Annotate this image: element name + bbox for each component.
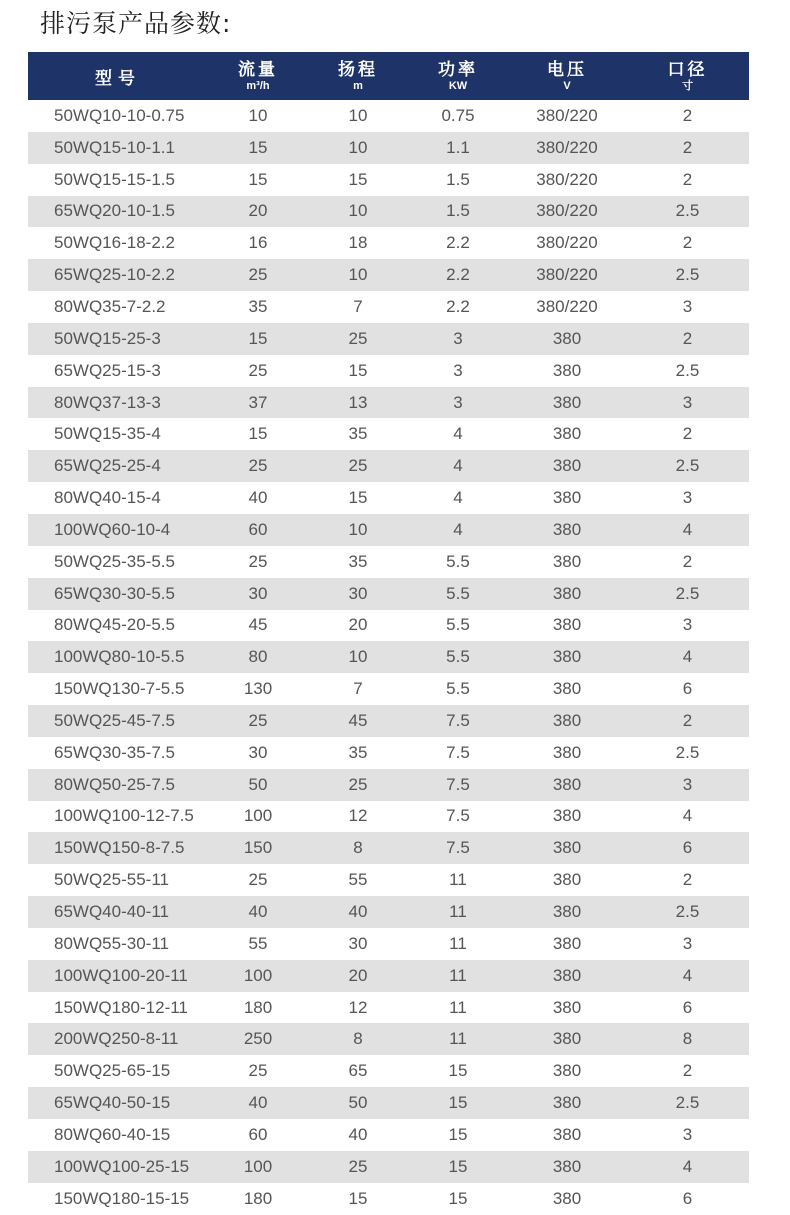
flow-cell: 25 (248, 870, 268, 890)
table-row (28, 832, 749, 864)
voltage-cell: 380 (552, 774, 582, 794)
flow-cell: 150 (243, 838, 273, 858)
head-cell: 8 (353, 1029, 363, 1049)
power-cell: 7.5 (446, 806, 470, 826)
caliber-cell: 2.5 (675, 360, 700, 380)
flow-cell: 130 (243, 679, 273, 699)
caliber-cell: 2.5 (675, 265, 700, 285)
flow-cell: 25 (248, 1061, 268, 1081)
flow-cell: 180 (243, 1188, 273, 1208)
power-cell: 11 (449, 902, 467, 922)
flow-cell: 16 (248, 233, 268, 253)
table-row (28, 482, 749, 514)
caliber-cell: 4 (682, 806, 693, 826)
flow-cell: 25 (248, 551, 268, 571)
voltage-cell: 380 (552, 1061, 582, 1081)
power-cell: 15 (448, 1188, 468, 1208)
table-header (28, 52, 749, 100)
model-cell: 80WQ45-20-5.5 (54, 615, 175, 635)
flow-cell: 60 (248, 1124, 268, 1144)
model-cell: 150WQ180-15-15 (54, 1188, 190, 1208)
caliber-cell: 6 (682, 838, 693, 858)
caliber-cell: 2 (682, 137, 693, 157)
table-row (28, 450, 749, 482)
caliber-cell: 3 (682, 296, 693, 316)
caliber-cell: 4 (682, 1156, 693, 1176)
power-cell: 1.5 (446, 201, 470, 221)
table-row (28, 801, 749, 833)
power-cell: 15 (448, 1061, 468, 1081)
header-flow-label: 流量 (238, 59, 278, 80)
voltage-cell: 380 (552, 710, 582, 730)
power-cell: 11 (449, 870, 467, 890)
head-cell: 7 (353, 296, 363, 316)
model-cell: 150WQ130-7-5.5 (54, 679, 185, 699)
header-head (308, 52, 408, 100)
model-cell: 80WQ37-13-3 (54, 392, 161, 412)
power-cell: 1.1 (446, 137, 470, 157)
model-cell: 65WQ30-35-7.5 (54, 742, 175, 762)
voltage-cell: 380 (552, 1093, 582, 1113)
head-cell: 55 (348, 870, 368, 890)
power-cell: 0.75 (441, 105, 475, 125)
header-row (28, 52, 749, 100)
flow-cell: 20 (248, 201, 268, 221)
voltage-cell: 380 (552, 806, 582, 826)
caliber-cell: 8 (682, 1029, 693, 1049)
flow-cell: 10 (248, 105, 268, 125)
power-cell: 1.5 (446, 169, 470, 189)
voltage-cell: 380 (552, 902, 582, 922)
caliber-cell: 2.5 (675, 456, 700, 476)
table-row (28, 1055, 749, 1087)
model-cell: 65WQ25-10-2.2 (54, 265, 175, 285)
caliber-cell: 2 (682, 551, 693, 571)
power-cell: 11 (449, 997, 467, 1017)
header-caliber-unit: 寸 (682, 79, 693, 92)
model-cell: 80WQ50-25-7.5 (54, 774, 175, 794)
caliber-cell: 2.5 (675, 742, 700, 762)
model-cell: 100WQ100-25-15 (54, 1156, 190, 1176)
head-cell: 10 (348, 201, 368, 221)
caliber-cell: 2.5 (675, 902, 700, 922)
model-cell: 50WQ15-35-4 (54, 424, 161, 444)
power-cell: 2.2 (446, 233, 470, 253)
model-cell: 50WQ25-65-15 (54, 1061, 171, 1081)
table-row (28, 1183, 749, 1215)
model-cell: 50WQ10-10-0.75 (54, 105, 185, 125)
model-cell: 80WQ55-30-11 (54, 933, 169, 953)
head-cell: 10 (348, 137, 368, 157)
voltage-cell: 380 (552, 392, 582, 412)
table-row (28, 259, 749, 291)
table-row (28, 673, 749, 705)
model-cell: 65WQ25-15-3 (54, 360, 161, 380)
voltage-cell: 380 (552, 328, 582, 348)
flow-cell: 25 (248, 360, 268, 380)
power-cell: 15 (448, 1124, 468, 1144)
header-voltage (508, 52, 626, 100)
caliber-cell: 2 (682, 1061, 693, 1081)
table-row (28, 227, 749, 259)
caliber-cell: 4 (682, 647, 693, 667)
model-cell: 80WQ60-40-15 (54, 1124, 171, 1144)
power-cell: 7.5 (446, 774, 470, 794)
head-cell: 8 (353, 838, 363, 858)
power-cell: 5.5 (446, 679, 470, 699)
caliber-cell: 3 (682, 774, 693, 794)
flow-cell: 55 (248, 933, 268, 953)
voltage-cell: 380 (552, 1156, 582, 1176)
power-cell: 3 (453, 360, 463, 380)
power-cell: 4 (453, 519, 463, 539)
head-cell: 25 (348, 328, 368, 348)
voltage-cell: 380 (552, 360, 582, 380)
head-cell: 15 (348, 360, 368, 380)
header-power (408, 52, 508, 100)
power-cell: 7.5 (446, 838, 470, 858)
head-cell: 10 (348, 647, 368, 667)
voltage-cell: 380 (552, 997, 582, 1017)
head-cell: 35 (348, 424, 368, 444)
caliber-cell: 2 (682, 424, 693, 444)
flow-cell: 180 (243, 997, 273, 1017)
header-model (28, 52, 208, 100)
power-cell: 4 (453, 424, 463, 444)
power-cell: 7.5 (446, 710, 470, 730)
model-cell: 50WQ16-18-2.2 (54, 233, 175, 253)
table-row (28, 355, 749, 387)
caliber-cell: 2 (682, 105, 693, 125)
voltage-cell: 380 (552, 647, 582, 667)
voltage-cell: 380 (552, 1124, 582, 1144)
voltage-cell: 380/220 (536, 296, 598, 316)
flow-cell: 15 (248, 169, 268, 189)
table-row (28, 705, 749, 737)
header-caliber-label: 口径 (667, 59, 708, 80)
table-row (28, 992, 749, 1024)
flow-cell: 100 (243, 965, 273, 985)
caliber-cell: 3 (682, 615, 693, 635)
power-cell: 5.5 (446, 583, 470, 603)
head-cell: 45 (348, 710, 368, 730)
table-row (28, 610, 749, 642)
flow-cell: 15 (248, 424, 268, 444)
flow-cell: 60 (248, 519, 268, 539)
head-cell: 35 (348, 551, 368, 571)
table-row (28, 928, 749, 960)
voltage-cell: 380 (552, 870, 582, 890)
header-flow (208, 52, 308, 100)
voltage-cell: 380/220 (536, 201, 598, 221)
caliber-cell: 2 (682, 870, 693, 890)
voltage-cell: 380 (552, 933, 582, 953)
flow-cell: 100 (243, 806, 273, 826)
caliber-cell: 4 (682, 519, 693, 539)
head-cell: 10 (348, 105, 368, 125)
head-cell: 25 (348, 456, 368, 476)
table-row (28, 546, 749, 578)
head-cell: 65 (348, 1061, 368, 1081)
head-cell: 7 (353, 679, 363, 699)
header-head-label: 扬程 (338, 59, 378, 80)
table-body (28, 100, 749, 1215)
spec-table (28, 52, 749, 1215)
caliber-cell: 2 (682, 710, 693, 730)
head-cell: 30 (348, 583, 368, 603)
head-cell: 20 (348, 965, 368, 985)
flow-cell: 35 (248, 296, 268, 316)
caliber-cell: 4 (682, 965, 693, 985)
voltage-cell: 380 (552, 1188, 582, 1208)
head-cell: 50 (348, 1093, 368, 1113)
model-cell: 65WQ40-40-11 (54, 902, 169, 922)
voltage-cell: 380 (552, 615, 582, 635)
model-cell: 50WQ25-35-5.5 (54, 551, 175, 571)
voltage-cell: 380 (552, 488, 582, 508)
header-power-label: 功率 (438, 59, 478, 80)
model-cell: 100WQ100-20-11 (54, 965, 188, 985)
model-cell: 50WQ25-55-11 (54, 870, 169, 890)
model-cell: 50WQ15-25-3 (54, 328, 161, 348)
caliber-cell: 3 (682, 488, 693, 508)
flow-cell: 40 (248, 1093, 268, 1113)
head-cell: 12 (348, 997, 368, 1017)
table-row (28, 896, 749, 928)
power-cell: 5.5 (446, 647, 470, 667)
model-cell: 50WQ15-15-1.5 (54, 169, 175, 189)
caliber-cell: 2 (682, 328, 693, 348)
flow-cell: 37 (248, 392, 268, 412)
head-cell: 10 (348, 519, 368, 539)
model-cell: 65WQ25-25-4 (54, 456, 161, 476)
voltage-cell: 380/220 (536, 265, 598, 285)
flow-cell: 100 (243, 1156, 273, 1176)
model-cell: 80WQ40-15-4 (54, 488, 161, 508)
voltage-cell: 380 (552, 679, 582, 699)
model-cell: 100WQ60-10-4 (54, 519, 171, 539)
table-row (28, 737, 749, 769)
table-row (28, 578, 749, 610)
flow-cell: 30 (248, 742, 268, 762)
voltage-cell: 380/220 (536, 169, 598, 189)
power-cell: 7.5 (446, 742, 470, 762)
voltage-cell: 380 (552, 551, 582, 571)
caliber-cell: 6 (682, 997, 693, 1017)
model-cell: 100WQ100-12-7.5 (54, 806, 194, 826)
model-cell: 65WQ40-50-15 (54, 1093, 171, 1113)
voltage-cell: 380 (552, 519, 582, 539)
head-cell: 12 (348, 806, 368, 826)
power-cell: 4 (453, 488, 463, 508)
power-cell: 5.5 (446, 551, 470, 571)
caliber-cell: 3 (682, 1124, 693, 1144)
table-row (28, 418, 749, 450)
power-cell: 11 (449, 933, 467, 953)
power-cell: 15 (448, 1156, 468, 1176)
flow-cell: 40 (248, 488, 268, 508)
power-cell: 11 (449, 1029, 467, 1049)
caliber-cell: 2.5 (675, 1093, 700, 1113)
table-row (28, 196, 749, 228)
power-cell: 5.5 (446, 615, 470, 635)
head-cell: 13 (348, 392, 368, 412)
model-cell: 100WQ80-10-5.5 (54, 647, 185, 667)
model-cell: 65WQ20-10-1.5 (54, 201, 175, 221)
flow-cell: 25 (248, 265, 268, 285)
voltage-cell: 380 (552, 424, 582, 444)
table-row (28, 323, 749, 355)
head-cell: 40 (348, 902, 368, 922)
header-head-unit: m (353, 79, 363, 92)
head-cell: 40 (348, 1124, 368, 1144)
flow-cell: 15 (248, 328, 268, 348)
caliber-cell: 2.5 (675, 201, 700, 221)
table-row (28, 514, 749, 546)
table-row (28, 641, 749, 673)
head-cell: 20 (348, 615, 368, 635)
flow-cell: 250 (243, 1029, 273, 1049)
header-power-unit: KW (448, 79, 468, 92)
head-cell: 15 (348, 1188, 368, 1208)
head-cell: 25 (348, 774, 368, 794)
model-cell: 150WQ180-12-11 (54, 997, 188, 1017)
flow-cell: 25 (248, 710, 268, 730)
caliber-cell: 3 (682, 392, 693, 412)
table-row (28, 864, 749, 896)
power-cell: 4 (453, 456, 463, 476)
table-row (28, 769, 749, 801)
table-row (28, 1119, 749, 1151)
head-cell: 10 (348, 265, 368, 285)
header-model-label: 型号 (95, 68, 141, 89)
power-cell: 3 (453, 392, 463, 412)
table-row (28, 132, 749, 164)
caliber-cell: 2 (682, 233, 693, 253)
voltage-cell: 380 (552, 838, 582, 858)
table-row (28, 1023, 749, 1055)
flow-cell: 25 (248, 456, 268, 476)
head-cell: 15 (348, 488, 368, 508)
table-row (28, 100, 749, 132)
flow-cell: 15 (248, 137, 268, 157)
voltage-cell: 380 (552, 965, 582, 985)
voltage-cell: 380/220 (536, 233, 598, 253)
flow-cell: 80 (248, 647, 268, 667)
caliber-cell: 2.5 (675, 583, 700, 603)
voltage-cell: 380 (552, 456, 582, 476)
voltage-cell: 380 (552, 583, 582, 603)
voltage-cell: 380 (552, 1029, 582, 1049)
table-row (28, 387, 749, 419)
table-row (28, 960, 749, 992)
model-cell: 150WQ150-8-7.5 (54, 838, 185, 858)
power-cell: 3 (453, 328, 463, 348)
head-cell: 15 (348, 169, 368, 189)
table-row (28, 291, 749, 323)
head-cell: 25 (348, 1156, 368, 1176)
header-flow-unit: m³/h (246, 79, 270, 92)
power-cell: 2.2 (446, 296, 470, 316)
caliber-cell: 6 (682, 679, 693, 699)
header-caliber (626, 52, 749, 100)
model-cell: 200WQ250-8-11 (54, 1029, 179, 1049)
model-cell: 50WQ25-45-7.5 (54, 710, 175, 730)
table-row (28, 1151, 749, 1183)
flow-cell: 30 (248, 583, 268, 603)
model-cell: 50WQ15-10-1.1 (54, 137, 175, 157)
voltage-cell: 380/220 (536, 105, 598, 125)
caliber-cell: 6 (682, 1188, 693, 1208)
power-cell: 11 (449, 965, 467, 985)
table-row (28, 164, 749, 196)
voltage-cell: 380 (552, 742, 582, 762)
header-voltage-unit: V (563, 79, 571, 92)
caliber-cell: 3 (682, 933, 693, 953)
page-title: 排污泵产品参数: (40, 9, 232, 38)
head-cell: 30 (348, 933, 368, 953)
flow-cell: 45 (248, 615, 268, 635)
voltage-cell: 380/220 (536, 137, 598, 157)
power-cell: 15 (448, 1093, 468, 1113)
header-voltage-label: 电压 (547, 59, 587, 80)
table-row (28, 1087, 749, 1119)
flow-cell: 50 (248, 774, 268, 794)
head-cell: 35 (348, 742, 368, 762)
power-cell: 2.2 (446, 265, 470, 285)
model-cell: 65WQ30-30-5.5 (54, 583, 175, 603)
head-cell: 18 (348, 233, 368, 253)
flow-cell: 40 (248, 902, 268, 922)
caliber-cell: 2 (682, 169, 693, 189)
model-cell: 80WQ35-7-2.2 (54, 296, 166, 316)
